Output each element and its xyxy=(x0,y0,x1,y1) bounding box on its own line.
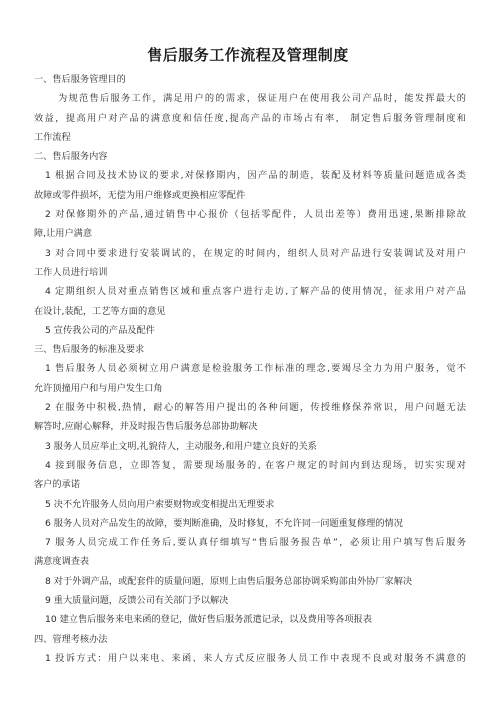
paragraph-line: 工作人员进行培训 xyxy=(34,266,108,278)
paragraph-line: 满意度调查表 xyxy=(34,556,90,568)
document-title: 售后服务工作流程及管理制度 xyxy=(147,46,349,64)
list-item: 2 在服务中积极,热情，耐心的解答用户提出的各种问题，传授维修保养常识，用户问题无法 xyxy=(45,402,466,414)
paragraph-line: 障,让用户满意 xyxy=(34,228,93,240)
list-item: 10 建立售后服务来电来函的登记，做好售后服务派遣记录，以及费用等各项报表 xyxy=(45,614,372,626)
list-item: 1 售后服务人员必须树立用户满意是检验服务工作标准的理念,要竭尽全力为用户服务，觉不 xyxy=(45,363,466,375)
section-heading-4: 四、管理考核办法 xyxy=(34,633,108,645)
document-body xyxy=(34,70,466,668)
paragraph-line: 为规范售后服务工作，满足用户的的需求，保证用户在使用我公司产品时，能发挥最大的 xyxy=(58,93,466,105)
section-heading-2: 二、售后服务内容 xyxy=(34,151,108,163)
list-item: 4 接到服务信息，立即答复，需要现场服务的, 在客户规定的时间内到达现场，切实实现对 xyxy=(45,459,466,471)
paragraph-line: 客户的承诺 xyxy=(34,479,80,491)
list-item: 5 宣传我公司的产品及配件 xyxy=(45,324,155,336)
list-item: 3 服务人员应举止文明,礼貌待人，主动服务,和用户建立良好的关系 xyxy=(45,440,317,452)
paragraph-line: 允许顶撞用户和与用户发生口角 xyxy=(34,382,163,394)
list-item: 7 服务人员完成工作任务后,要认真仔细填写“售后服务报告单”，必须让用户填写售后服务 xyxy=(45,537,466,549)
paragraph-line: 在设计,装配，工艺等方面的意见 xyxy=(34,305,166,317)
paragraph-line: 工作流程 xyxy=(34,131,71,143)
paragraph-line: 效益，提高用户对产品的满意度和信任度,提高产品的市场占有率， 制定售后服务管理制度和 xyxy=(34,112,466,124)
list-item: 8 对于外调产品，或配套件的质量问题，原则上由售后服务总部协调采购部由外协厂家解决 xyxy=(45,575,413,587)
list-item: 2 对保修期外的产品,通过销售中心报价（包括零配件，人员出差等）费用迅速,果断排除故 xyxy=(45,209,466,221)
list-item: 1 根据合同及技术协议的要求,对保修期内，因产品的制造，装配及材料等质量问题造成各类 xyxy=(45,170,466,182)
section-heading-1: 一、售后服务管理目的 xyxy=(34,74,126,85)
paragraph-line: 解答时,应耐心解释，并及时报告售后服务总部协助解决 xyxy=(34,421,258,433)
list-item: 5 决不允许服务人员向用户索要财物或变相提出无理要求 xyxy=(45,498,275,510)
list-item: 1 投诉方式：用户以来电、来函、来人方式反应服务人员工作中表现不良或对服务不满意的 xyxy=(45,652,466,664)
list-item: 3 对合同中要求进行安装调试的，在规定的时间内，组织人员对产品进行安装调试及对用户 xyxy=(45,247,466,259)
list-item: 6 服务人员对产品发生的故障，要判断准确，及时修复，不允许同一问题重复修理的情况 xyxy=(45,517,403,529)
section-heading-3: 三、售后服务的标准及要求 xyxy=(34,344,145,356)
list-item: 4 定期组织人员对重点销售区域和重点客户进行走访,了解产品的使用情况，征求用户对产品 xyxy=(45,286,466,298)
list-item: 9 重大质量问题，反馈公司有关部门予以解决 xyxy=(45,595,229,607)
paragraph-line: 故障或零件损坏，无偿为用户维修或更换相应零配件 xyxy=(34,189,246,201)
